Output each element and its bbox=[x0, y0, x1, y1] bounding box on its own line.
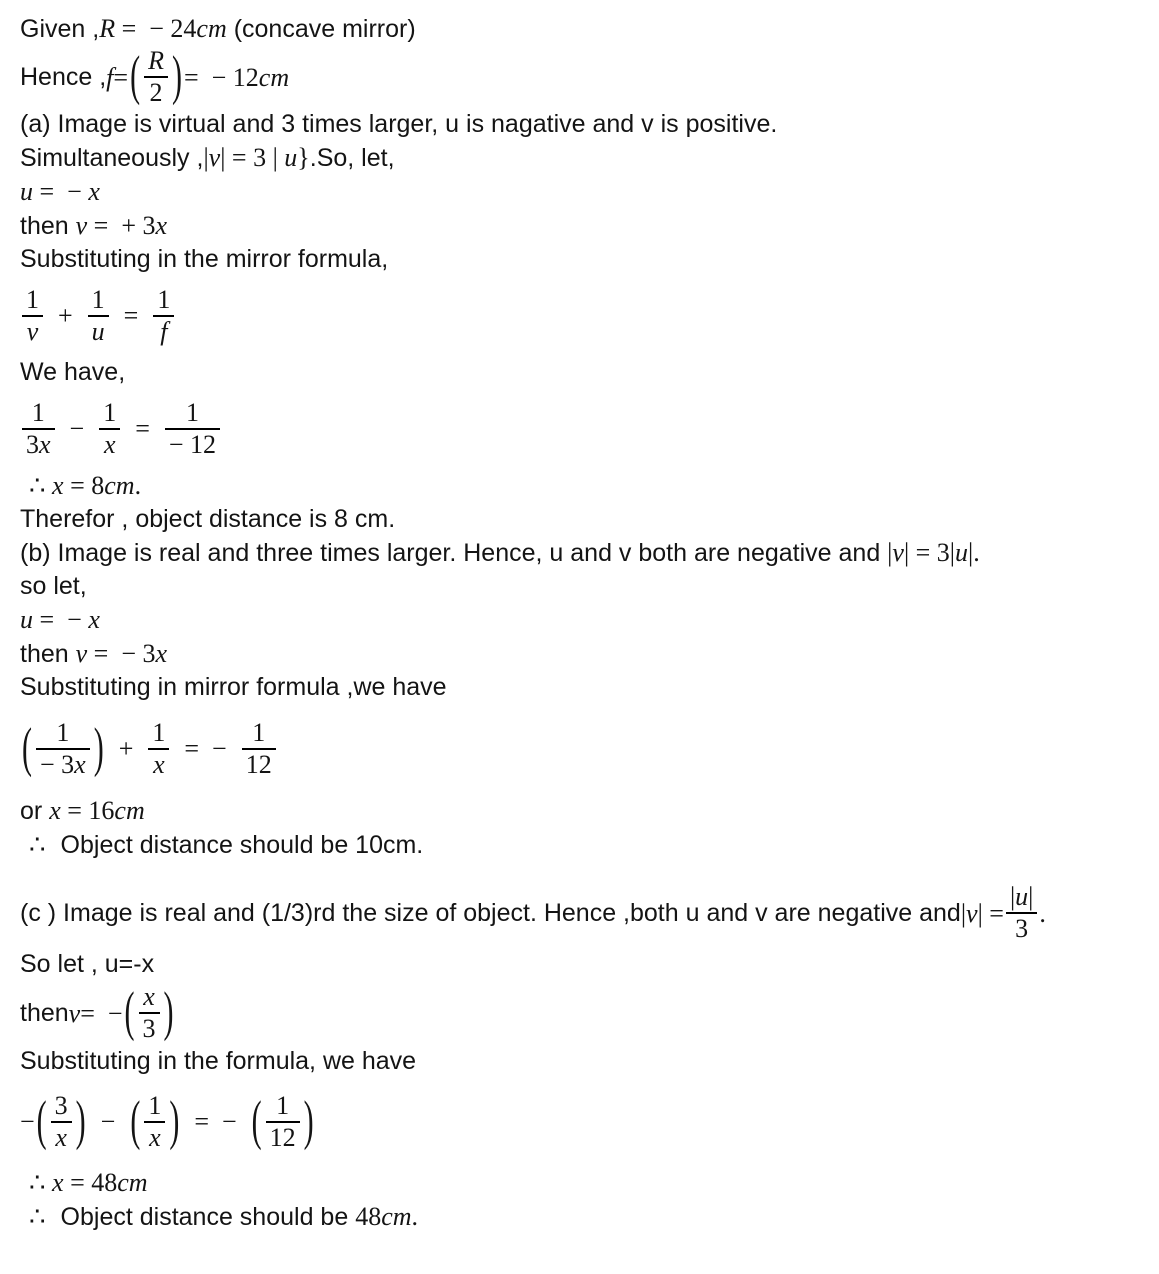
line-part-a-statement bbox=[20, 108, 1149, 141]
math-equals: = bbox=[135, 414, 150, 443]
line-v-assignment-c bbox=[20, 981, 1149, 1045]
fraction-1-over-x bbox=[144, 1091, 165, 1153]
fraction-denominator: u bbox=[88, 315, 109, 347]
fraction-abs-u-over-3 bbox=[1006, 882, 1037, 944]
line-result-x-8cm bbox=[20, 469, 1149, 503]
math-operator: = bbox=[113, 62, 129, 92]
text-segment: Object distance should be 10cm. bbox=[60, 831, 424, 859]
text-segment: Substituting in the mirror formula, bbox=[20, 245, 389, 273]
line-substitute-c bbox=[20, 1045, 1149, 1078]
fraction-R-over-2 bbox=[144, 46, 168, 108]
big-paren-close: ) bbox=[171, 45, 182, 107]
line-result-x-16cm bbox=[20, 794, 1149, 828]
big-paren-open: ( bbox=[22, 717, 32, 779]
math-equals-minus: = − bbox=[194, 1107, 237, 1136]
fraction-denominator: x bbox=[144, 1121, 165, 1153]
fraction-denominator: 12 bbox=[242, 748, 276, 780]
therefore-symbol: ∴ bbox=[29, 1168, 53, 1197]
line-part-b-statement bbox=[20, 536, 1149, 570]
math-unit: cm bbox=[381, 1202, 412, 1231]
math-period: . bbox=[411, 1202, 419, 1231]
math-var-u: u bbox=[284, 143, 298, 172]
math-var-R: R bbox=[99, 14, 116, 43]
fraction-numerator: 1 bbox=[31, 398, 45, 428]
eq-mirror-formula bbox=[20, 281, 1149, 351]
big-paren-close: ) bbox=[163, 981, 174, 1043]
line-u-assignment-a bbox=[20, 175, 1149, 209]
math-var-v: v bbox=[208, 143, 221, 172]
math-var-v: v bbox=[75, 211, 88, 240]
fraction-1-over-minus-3x bbox=[36, 718, 90, 780]
text-segment: or bbox=[20, 797, 50, 825]
fraction-numerator: R bbox=[148, 46, 164, 76]
fraction-denominator: x bbox=[51, 1121, 72, 1153]
text-segment: Substituting in the formula, we have bbox=[20, 1047, 417, 1075]
math-value: − 3 bbox=[40, 750, 75, 779]
fraction-denominator bbox=[36, 748, 90, 780]
math-var-x: x bbox=[39, 430, 51, 459]
fraction-denominator bbox=[22, 428, 55, 460]
therefore-symbol: ∴ bbox=[29, 830, 46, 859]
eq-substituted-c bbox=[20, 1083, 1149, 1161]
big-paren-open: ( bbox=[124, 981, 135, 1043]
line-given bbox=[20, 12, 1149, 46]
math-equals: = bbox=[123, 301, 139, 330]
math-var-v: v bbox=[68, 998, 81, 1028]
therefore-symbol: ∴ bbox=[29, 1202, 46, 1231]
big-paren-close: ) bbox=[93, 717, 104, 779]
line-substitute-mirror-formula bbox=[20, 243, 1149, 276]
math-operator: = + 3 bbox=[87, 211, 156, 240]
line-substitute-b bbox=[20, 671, 1149, 704]
fraction-1-over-3x bbox=[22, 398, 55, 460]
fraction-denominator: v bbox=[22, 315, 43, 347]
math-minus: − bbox=[100, 1107, 116, 1136]
math-brace: } bbox=[297, 143, 310, 172]
math-operator: = − 3 bbox=[87, 639, 156, 668]
text-segment: Simultaneously , bbox=[20, 144, 204, 172]
fraction-numerator: 3 bbox=[54, 1091, 68, 1121]
math-bar: | bbox=[1028, 882, 1034, 912]
line-so-let-c bbox=[20, 948, 1149, 981]
text-segment: (c ) Image is real and (1/3)rd the size of object. Hence ,both u and v are negative and bbox=[20, 898, 961, 927]
fraction-1-over-x bbox=[148, 718, 169, 780]
fraction-numerator: 1 bbox=[185, 398, 199, 428]
text-segment: So let , u=-x bbox=[20, 950, 155, 978]
fraction-denominator: 12 bbox=[266, 1121, 300, 1153]
fraction-numerator: x bbox=[143, 982, 155, 1012]
line-v-assignment-b bbox=[20, 637, 1149, 671]
math-unit: cm bbox=[104, 471, 135, 500]
fraction-numerator: 1 bbox=[56, 718, 70, 748]
eq-substituted-a bbox=[20, 394, 1149, 464]
line-u-assignment-b bbox=[20, 603, 1149, 637]
text-segment: Object distance should be bbox=[60, 1203, 356, 1231]
math-period: . bbox=[134, 471, 142, 500]
fraction-numerator: 1 bbox=[152, 718, 166, 748]
line-focal-length bbox=[20, 46, 1149, 108]
big-paren-open: ( bbox=[36, 1090, 47, 1152]
math-var-f: f bbox=[106, 62, 114, 92]
eq-substituted-b bbox=[20, 709, 1149, 789]
fraction-numerator: 1 bbox=[26, 285, 39, 315]
math-bar: | bbox=[203, 143, 209, 172]
math-digit: 3 bbox=[26, 430, 39, 459]
fraction-1-over-x bbox=[99, 398, 120, 460]
math-var-u: u bbox=[20, 605, 33, 634]
math-plus: + bbox=[58, 301, 73, 330]
text-segment: then bbox=[20, 998, 69, 1027]
math-var-x: x bbox=[52, 1168, 64, 1197]
fraction-x-over-3 bbox=[139, 982, 160, 1044]
math-minus: − bbox=[20, 1107, 35, 1136]
math-var-x: x bbox=[52, 471, 64, 500]
math-var-u: u bbox=[955, 538, 969, 567]
line-part-c-statement bbox=[20, 878, 1149, 948]
fraction-1-over-f bbox=[153, 285, 174, 347]
line-conclusion-c bbox=[20, 1200, 1149, 1234]
fraction-denominator: 2 bbox=[144, 76, 168, 108]
math-relation: | = bbox=[977, 898, 1004, 928]
math-relation: | = 3 | bbox=[220, 143, 285, 172]
line-simultaneously bbox=[20, 141, 1149, 175]
math-var-x: x bbox=[155, 639, 168, 668]
fraction-denominator: 3 bbox=[139, 1012, 160, 1044]
math-value: 48 bbox=[355, 1202, 382, 1231]
math-value: = − 24 bbox=[115, 14, 197, 43]
math-equals-minus: = − bbox=[184, 734, 227, 763]
math-unit: cm bbox=[196, 14, 227, 43]
text-segment: .So, let, bbox=[309, 144, 395, 172]
math-relation: | = 3| bbox=[903, 538, 956, 567]
math-period: . bbox=[1039, 898, 1046, 928]
big-paren-close: ) bbox=[303, 1090, 314, 1152]
fraction-numerator bbox=[1006, 882, 1037, 912]
fraction-numerator: 1 bbox=[91, 285, 105, 315]
fraction-denominator: x bbox=[99, 428, 120, 460]
text-segment: Given , bbox=[20, 15, 100, 43]
fraction-1-over-minus-12 bbox=[165, 398, 220, 460]
math-var-x: x bbox=[74, 750, 86, 779]
line-v-assignment-a bbox=[20, 209, 1149, 243]
therefore-symbol: ∴ bbox=[29, 471, 53, 500]
line-so-let-b bbox=[20, 570, 1149, 603]
math-var-x: x bbox=[88, 605, 100, 634]
math-value: = 8 bbox=[63, 471, 105, 500]
math-value: = − 12 bbox=[183, 62, 259, 92]
big-paren-open: ( bbox=[130, 1090, 141, 1152]
math-var-u: u bbox=[20, 177, 33, 206]
fraction-denominator: f bbox=[153, 315, 174, 347]
math-operator: = − bbox=[33, 605, 89, 634]
fraction-numerator: 1 bbox=[103, 398, 117, 428]
math-operator: = − bbox=[33, 177, 89, 206]
math-unit: cm bbox=[114, 796, 145, 825]
fraction-1-over-12 bbox=[266, 1091, 300, 1153]
fraction-numerator: 1 bbox=[276, 1091, 290, 1121]
text-segment: Hence , bbox=[20, 62, 107, 91]
math-value: = 48 bbox=[63, 1168, 118, 1197]
fraction-numerator: 1 bbox=[157, 285, 171, 315]
big-paren-open: ( bbox=[251, 1090, 262, 1152]
text-segment: Therefor , object distance is 8 cm. bbox=[20, 505, 396, 533]
math-minus: − bbox=[69, 414, 85, 443]
math-var-v: v bbox=[966, 898, 978, 928]
math-var-x: x bbox=[155, 211, 168, 240]
fraction-denominator: x bbox=[148, 748, 169, 780]
text-segment: (b) Image is real and three times larger. Hence, u and v both are negative and bbox=[20, 539, 888, 567]
big-paren-close: ) bbox=[169, 1090, 180, 1152]
line-we-have bbox=[20, 356, 1149, 389]
math-operator: = − bbox=[80, 998, 123, 1028]
math-plus: + bbox=[118, 734, 134, 763]
math-bar: |. bbox=[968, 538, 980, 567]
fraction-denominator: − 12 bbox=[165, 428, 220, 460]
line-conclusion-b bbox=[20, 828, 1149, 862]
math-var-v: v bbox=[75, 639, 88, 668]
math-bar: | bbox=[1009, 882, 1016, 912]
fraction-denominator: 3 bbox=[1006, 912, 1037, 944]
math-var-x: x bbox=[88, 177, 100, 206]
big-paren-open: ( bbox=[130, 45, 141, 107]
text-segment: We have, bbox=[20, 358, 126, 386]
math-var-u: u bbox=[1015, 882, 1029, 912]
fraction-3-over-x bbox=[51, 1091, 72, 1153]
math-unit: cm bbox=[258, 62, 290, 92]
fraction-1-over-12 bbox=[242, 718, 276, 780]
math-var-x: x bbox=[49, 796, 61, 825]
text-segment: then bbox=[20, 640, 76, 668]
math-unit: cm bbox=[117, 1168, 148, 1197]
math-var-v: v bbox=[892, 538, 904, 567]
math-bar: | bbox=[960, 898, 967, 928]
text-segment: then bbox=[20, 212, 76, 240]
text-segment: (a) Image is virtual and 3 times larger, u is nagative and v is positive. bbox=[20, 110, 778, 138]
math-value: = 16 bbox=[60, 796, 115, 825]
math-bar: | bbox=[887, 538, 893, 567]
fraction-1-over-u bbox=[88, 285, 109, 347]
fraction-1-over-v bbox=[22, 285, 43, 347]
text-segment: so let, bbox=[20, 572, 87, 600]
big-paren-close: ) bbox=[75, 1090, 86, 1152]
line-conclusion-a bbox=[20, 503, 1149, 536]
fraction-numerator: 1 bbox=[148, 1091, 162, 1121]
fraction-numerator: 1 bbox=[252, 718, 266, 748]
text-segment: Substituting in mirror formula ,we have bbox=[20, 673, 447, 701]
text-segment: (concave mirror) bbox=[226, 15, 416, 43]
